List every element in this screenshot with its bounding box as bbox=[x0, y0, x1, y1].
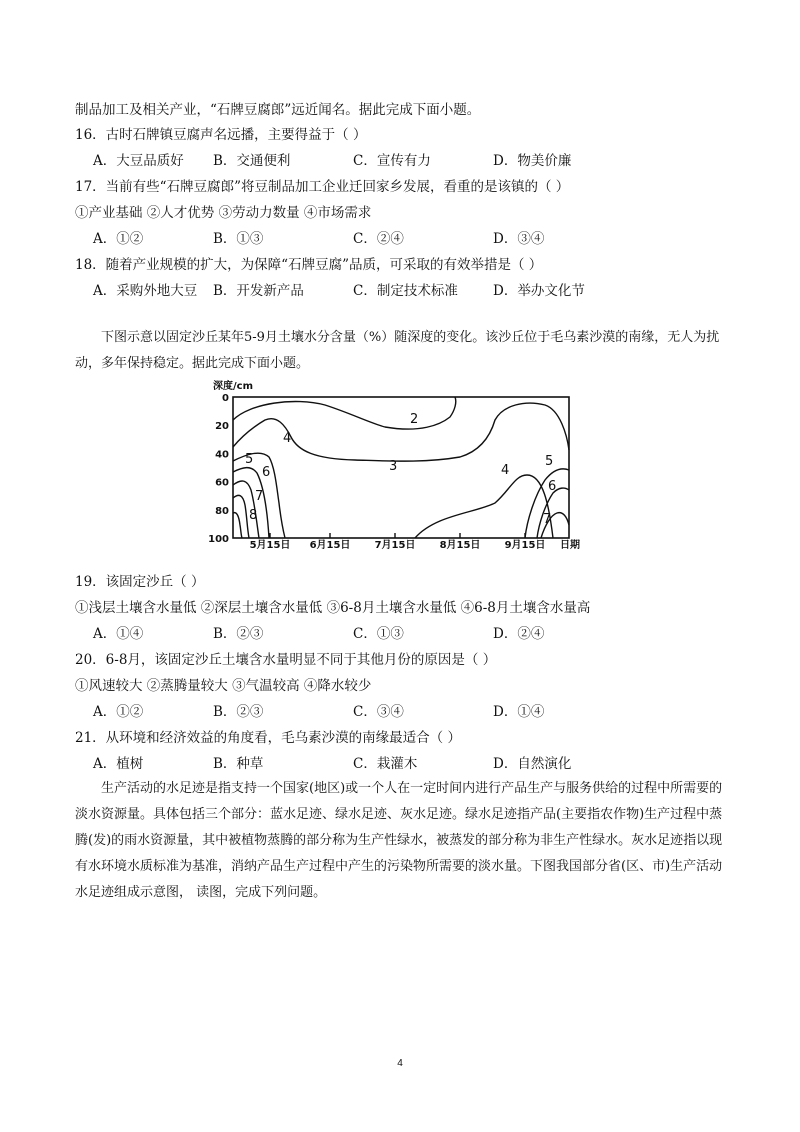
q20-choices: ①风速较大 ②蒸腾量较大 ③气温较高 ④降水较少 bbox=[75, 678, 372, 694]
question-20-stem: 20．6-8月，该固定沙丘土壤含水量明显不同于其他月份的原因是（ ） bbox=[75, 652, 497, 668]
chart-ylabel: 深度/cm bbox=[213, 381, 253, 392]
y-tick-label: 60 bbox=[215, 477, 229, 489]
q21-option-a: A．植树 bbox=[93, 756, 144, 772]
q21-option-b: B．种草 bbox=[213, 756, 264, 772]
contour-label-7-left: 7 bbox=[255, 489, 264, 504]
q17-option-b: B．①③ bbox=[213, 231, 264, 247]
question-16-stem: 16．古时石牌镇豆腐声名远播，主要得益于（ ） bbox=[75, 127, 367, 143]
x-tick-label: 8月15日 bbox=[439, 540, 481, 550]
q21-option-c: C．栽灌木 bbox=[353, 756, 418, 772]
y-tick-label: 40 bbox=[215, 449, 229, 461]
q17-option-d: D．③④ bbox=[493, 231, 545, 247]
contour-label-3: 3 bbox=[389, 459, 398, 474]
contour-lines bbox=[233, 397, 569, 538]
contour-label-7-right: 7 bbox=[543, 512, 552, 527]
y-tick-label: 100 bbox=[208, 534, 229, 545]
q17-choices: ①产业基础 ②人才优势 ③劳动力数量 ④市场需求 bbox=[75, 205, 372, 221]
question-21-stem: 21．从环境和经济效益的角度看，毛乌素沙漠的南缘最适合（ ） bbox=[75, 730, 461, 746]
q17-option-a: A．①② bbox=[93, 231, 144, 247]
question-18-stem: 18．随着产业规模的扩大，为保障“石牌豆腐”品质，可采取的有效举措是（ ） bbox=[75, 257, 543, 273]
passage-soil-moisture: 下图示意以固定沙丘某年5-9月土壤水分含量（%）随深度的变化。该沙丘位于毛乌素沙漠的南缘，无人为扰动，多年保持稳定。据此完成下面小题。 bbox=[75, 330, 720, 371]
y-tick-label: 80 bbox=[215, 505, 229, 517]
question-17-stem: 17．当前有些“石牌豆腐郎”将豆制品加工企业迁回家乡发展，看重的是该镇的（ ） bbox=[75, 179, 570, 195]
q16-option-c: C．宣传有力 bbox=[353, 153, 431, 169]
y-tick-label: 20 bbox=[215, 421, 229, 433]
q17-option-c: C．②④ bbox=[353, 231, 404, 247]
q21-option-d: D．自然演化 bbox=[493, 756, 572, 772]
contour-label-6-right: 6 bbox=[548, 479, 557, 494]
contour-label-2: 2 bbox=[410, 412, 419, 427]
q20-option-c: C．③④ bbox=[353, 704, 404, 720]
q18-option-a: A．采购外地大豆 bbox=[93, 283, 198, 299]
q19-option-a: A．①④ bbox=[93, 626, 144, 642]
passage-water-footprint: 生产活动的水足迹是指支持一个国家(地区)或一个人在一定时间内进行产品生产与服务供给的过程中所需要的淡水资源量。具体包括三个部分：蓝水足迹、绿水足迹、灰水足迹。绿水足迹指产品(主要指农作物)生产过程中蒸腾(发)的雨水资源量，其中被植物蒸腾的部分称为生产性绿水，被蒸发的部分称为非生产性绿水。灰水足迹指以现有水环境水质标准为基准，消纳产品生产过程中产生的污染物所需要的淡水量。下图我国部分省(区、市)生产活动水足迹组成示意图， 读图，完成下列问题。 bbox=[75, 781, 723, 900]
q18-option-c: C．制定技术标准 bbox=[353, 283, 458, 299]
q16-option-b: B．交通便利 bbox=[213, 153, 291, 169]
contour-line-2 bbox=[233, 397, 456, 429]
q19-option-d: D．②④ bbox=[493, 626, 545, 642]
page-number: 4 bbox=[397, 1058, 403, 1069]
x-tick-label: 9月15日 bbox=[504, 540, 546, 550]
q19-option-c: C．①③ bbox=[353, 626, 404, 642]
q16-option-a: A．大豆品质好 bbox=[93, 153, 184, 169]
y-tick-group bbox=[208, 393, 229, 545]
q20-option-b: B．②③ bbox=[213, 704, 264, 720]
chart-xlabel: 日期 bbox=[560, 540, 580, 550]
q19-option-b: B．②③ bbox=[213, 626, 264, 642]
q19-choices: ①浅层土壤含水量低 ②深层土壤含水量低 ③6-8月土壤含水量低 ④6-8月土壤含水量高 bbox=[75, 600, 591, 616]
contour-label-4-left: 4 bbox=[283, 431, 292, 446]
soil-moisture-contour-chart bbox=[205, 375, 590, 550]
passage-tail: 制品加工及相关产业，“石牌豆腐郎”远近闻名。据此完成下面小题。 bbox=[75, 102, 481, 118]
contour-label-8: 8 bbox=[249, 508, 258, 523]
x-tick-label: 6月15日 bbox=[309, 540, 351, 550]
question-19-stem: 19．该固定沙丘（ ） bbox=[75, 574, 205, 590]
x-tick-group bbox=[250, 533, 546, 550]
q20-option-a: A．①② bbox=[93, 704, 144, 720]
q20-option-d: D．①④ bbox=[493, 704, 545, 720]
y-tick-label: 0 bbox=[222, 393, 229, 404]
chart-frame bbox=[233, 397, 569, 538]
q16-option-d: D．物美价廉 bbox=[493, 153, 572, 169]
q18-option-b: B．开发新产品 bbox=[213, 283, 304, 299]
q18-option-d: D．举办文化节 bbox=[493, 283, 585, 299]
contour-line-8-left bbox=[233, 513, 242, 538]
contour-label-5-right: 5 bbox=[545, 454, 554, 469]
x-tick-label: 7月15日 bbox=[374, 540, 416, 550]
contour-label-6-left: 6 bbox=[262, 465, 271, 480]
x-tick-label: 5月15日 bbox=[249, 540, 291, 550]
contour-label-4-right: 4 bbox=[501, 463, 510, 478]
contour-line-6-right bbox=[537, 488, 569, 538]
contour-label-5-left: 5 bbox=[245, 452, 254, 467]
